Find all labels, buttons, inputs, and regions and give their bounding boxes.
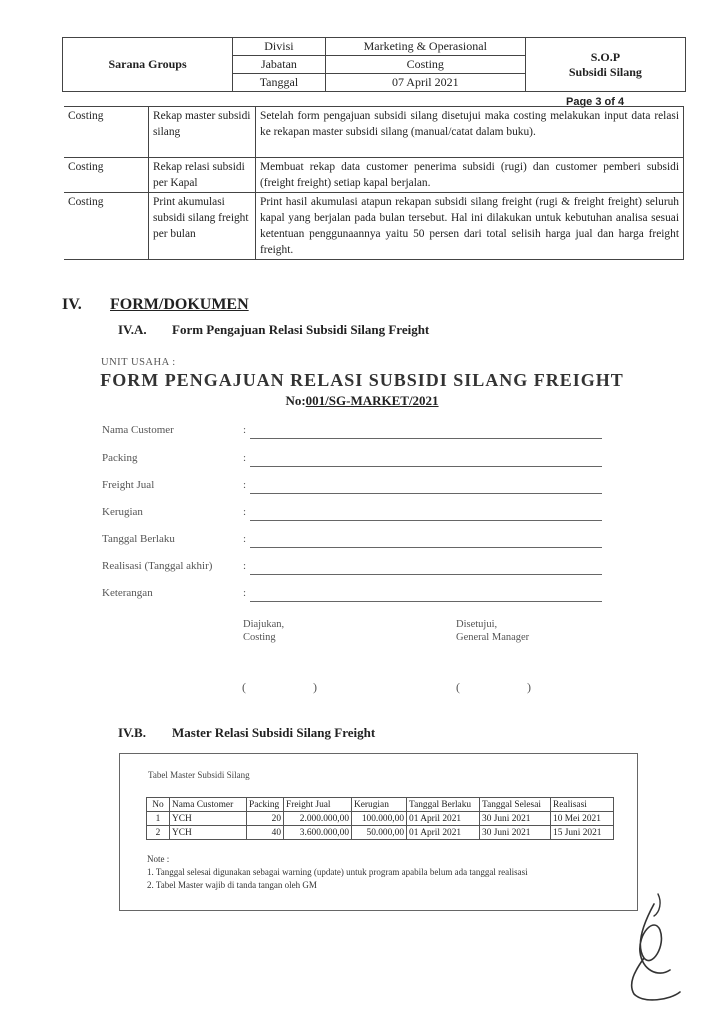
form-field-tanggal-berlaku bbox=[102, 533, 602, 549]
field-colon: : bbox=[243, 560, 247, 572]
field-colon: : bbox=[243, 587, 247, 599]
procedure-table bbox=[64, 106, 684, 260]
table-cell: 2.000.000,00 bbox=[284, 812, 352, 826]
header-value-divisi: Marketing & Operasional bbox=[325, 38, 525, 56]
table-cell: 1 bbox=[147, 812, 170, 826]
table-cell: 3.600.000,00 bbox=[284, 826, 352, 840]
paren-open: ( bbox=[456, 680, 460, 694]
section-heading bbox=[62, 296, 249, 314]
form-field-kerugian bbox=[102, 506, 602, 522]
procedure-row bbox=[64, 107, 684, 158]
column-header: Nama Customer bbox=[170, 798, 247, 812]
procedure-role: Costing bbox=[64, 107, 149, 158]
table-row bbox=[147, 826, 614, 840]
table-cell: 50.000,00 bbox=[352, 826, 407, 840]
field-label: Kerugian bbox=[102, 506, 143, 518]
master-table-header bbox=[147, 798, 614, 812]
column-header: Kerugian bbox=[352, 798, 407, 812]
field-blank-line bbox=[250, 493, 602, 494]
procedure-row bbox=[64, 193, 684, 260]
subsection-a-number: IV.A. bbox=[118, 322, 147, 337]
field-blank-line bbox=[250, 520, 602, 521]
header-value-tanggal: 07 April 2021 bbox=[325, 74, 525, 92]
form-field-freight-jual bbox=[102, 479, 602, 495]
subsection-a-heading bbox=[118, 322, 429, 338]
signature-block-costing bbox=[243, 618, 284, 644]
section-number: IV. bbox=[62, 296, 82, 313]
table-cell: 30 Juni 2021 bbox=[480, 826, 551, 840]
field-blank-line bbox=[250, 601, 602, 602]
form-number-value: 001/SG-MARKET/2021 bbox=[305, 393, 439, 408]
subsection-b-number: IV.B. bbox=[118, 725, 146, 740]
signature-role: General Manager bbox=[456, 632, 530, 643]
field-label: Tanggal Berlaku bbox=[102, 533, 175, 545]
procedure-activity: Print akumulasi subsidi silang freight per bulan bbox=[149, 193, 256, 260]
master-table-caption: Tabel Master Subsidi Silang bbox=[148, 770, 250, 780]
field-blank-line bbox=[250, 547, 602, 548]
table-cell: YCH bbox=[170, 826, 247, 840]
subsection-b-title: Master Relasi Subsidi Silang Freight bbox=[172, 725, 376, 740]
paren-open: ( bbox=[242, 680, 246, 694]
table-cell: 10 Mei 2021 bbox=[551, 812, 614, 826]
form-title: FORM PENGAJUAN RELASI SUBSIDI SILANG FREIGHT bbox=[100, 370, 624, 390]
table-cell: 15 Juni 2021 bbox=[551, 826, 614, 840]
field-label: Keterangan bbox=[102, 587, 153, 599]
table-cell: 2 bbox=[147, 826, 170, 840]
table-cell: 01 April 2021 bbox=[407, 812, 480, 826]
table-cell: 30 Juni 2021 bbox=[480, 812, 551, 826]
procedure-description: Setelah form pengajuan subsidi silang disetujui maka costing melakukan input data relasi ke rekapan master subsidi silang (manual/catat dalam buku). bbox=[256, 107, 684, 158]
paren-close: ) bbox=[313, 680, 317, 694]
note-title: Note : bbox=[147, 854, 170, 864]
procedure-role: Costing bbox=[64, 193, 149, 260]
paren-close: ) bbox=[527, 680, 531, 694]
header-value-jabatan: Costing bbox=[325, 56, 525, 74]
column-header: Realisasi bbox=[551, 798, 614, 812]
header-label-tanggal: Tanggal bbox=[233, 74, 326, 92]
signature-block-gm bbox=[456, 618, 529, 644]
field-colon: : bbox=[243, 479, 247, 491]
field-blank-line bbox=[250, 438, 602, 439]
field-label: Packing bbox=[102, 452, 138, 464]
master-table bbox=[146, 797, 614, 840]
signature-caption: Disetujui, bbox=[456, 619, 498, 630]
procedure-description: Print hasil akumulasi atapun rekapan subsidi silang freight (rugi & freight freight) seluruh kapal yang berjalan pada bulan tersebut. Hal ini dilakukan untuk kebutuhan analisa sesuai ketentuan penggunaannya yaitu 50 persen dari total selisih harga jual dan harga freight freight. bbox=[256, 193, 684, 260]
signature-caption: Diajukan, bbox=[243, 619, 285, 630]
form-number-prefix: No: bbox=[285, 393, 306, 408]
field-blank-line bbox=[250, 574, 602, 575]
form-field-nama-customer bbox=[102, 424, 602, 440]
table-cell: 40 bbox=[247, 826, 284, 840]
column-header: Tanggal Berlaku bbox=[407, 798, 480, 812]
table-row bbox=[147, 812, 614, 826]
procedure-row bbox=[64, 158, 684, 193]
table-cell: 01 April 2021 bbox=[407, 826, 480, 840]
note-item: 2. Tabel Master wajib di tanda tangan oleh GM bbox=[147, 880, 317, 890]
table-cell: 20 bbox=[247, 812, 284, 826]
handwritten-signature bbox=[614, 886, 684, 1006]
field-label: Realisasi (Tanggal akhir) bbox=[102, 560, 213, 572]
unit-usaha-label: UNIT USAHA : bbox=[101, 357, 176, 368]
sop-title: S.O.P bbox=[590, 49, 621, 64]
table-cell: YCH bbox=[170, 812, 247, 826]
field-colon: : bbox=[243, 533, 247, 545]
header-label-jabatan: Jabatan bbox=[233, 56, 326, 74]
field-label: Freight Jual bbox=[102, 479, 155, 491]
procedure-description: Membuat rekap data customer penerima subsidi (rugi) dan customer pemberi subsidi (freight freight) setiap kapal berjalan. bbox=[256, 158, 684, 193]
signature-role: Costing bbox=[243, 632, 276, 643]
form-field-realisasi bbox=[102, 560, 602, 576]
form-field-packing bbox=[102, 452, 602, 468]
field-label: Nama Customer bbox=[102, 424, 174, 436]
field-blank-line bbox=[250, 466, 602, 467]
procedure-activity: Rekap master subsidi silang bbox=[149, 107, 256, 158]
field-colon: : bbox=[243, 424, 247, 436]
sop-subtitle: Subsidi Silang bbox=[568, 64, 642, 79]
column-header: No bbox=[147, 798, 170, 812]
column-header: Tanggal Selesai bbox=[480, 798, 551, 812]
sop-block bbox=[525, 38, 685, 92]
subsection-a-title: Form Pengajuan Relasi Subsidi Silang Freight bbox=[172, 322, 430, 337]
master-notes bbox=[147, 853, 528, 892]
table-cell: 100.000,00 bbox=[352, 812, 407, 826]
document-header bbox=[62, 37, 686, 92]
column-header: Freight Jual bbox=[284, 798, 352, 812]
form-field-keterangan bbox=[102, 587, 602, 603]
column-header: Packing bbox=[247, 798, 284, 812]
field-colon: : bbox=[243, 506, 247, 518]
page-number: Page 3 of 4 bbox=[566, 96, 625, 108]
section-title: FORM/DOKUMEN bbox=[110, 296, 249, 313]
procedure-activity: Rekap relasi subsidi per Kapal bbox=[149, 158, 256, 193]
form-number bbox=[0, 393, 724, 409]
subsection-b-heading bbox=[118, 725, 375, 741]
company-name: Sarana Groups bbox=[63, 38, 233, 92]
field-colon: : bbox=[243, 452, 247, 464]
header-label-divisi: Divisi bbox=[233, 38, 326, 56]
note-item: 1. Tanggal selesai digunakan sebagai warning (update) untuk program apabila belum ada tanggal realisasi bbox=[147, 867, 528, 877]
procedure-role: Costing bbox=[64, 158, 149, 193]
